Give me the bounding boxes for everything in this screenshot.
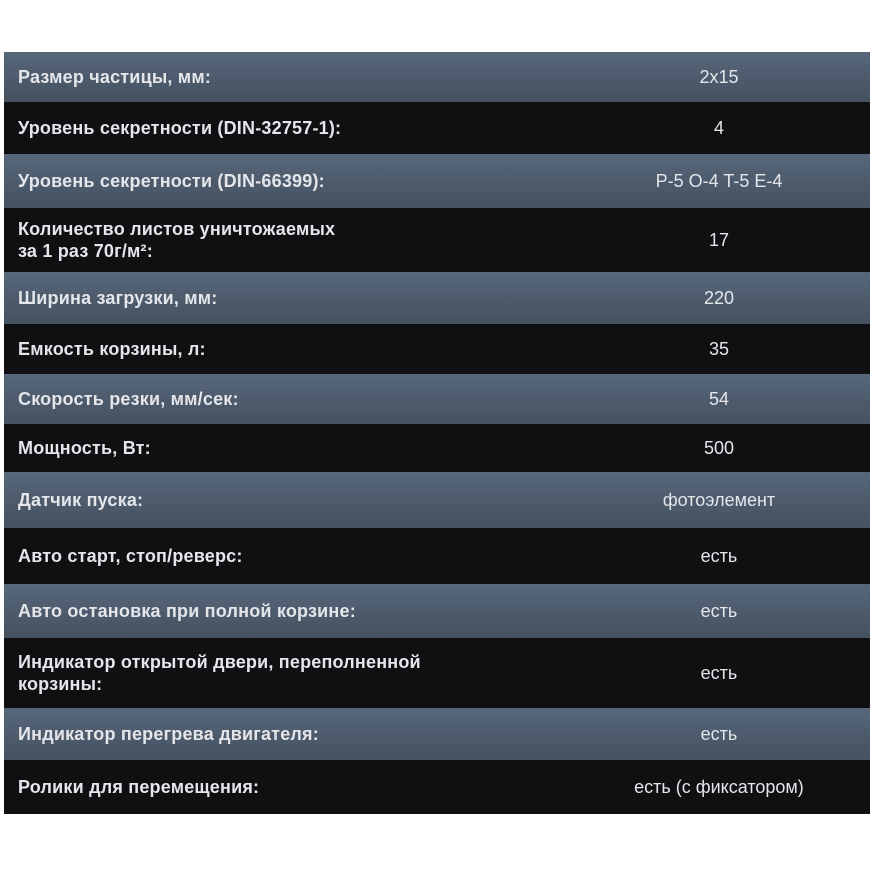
spec-value: 54 <box>708 389 730 409</box>
spec-label-line: за 1 раз 70г/м²: <box>18 241 153 261</box>
spec-row-particle-size <box>4 52 870 102</box>
spec-label: Размер частицы, мм: <box>18 67 212 87</box>
spec-label: Уровень секретности (DIN-66399): <box>18 171 325 191</box>
spec-label-line: Количество листов уничтожаемых <box>18 219 336 239</box>
spec-label: Уровень секретности (DIN-32757-1): <box>18 118 342 138</box>
spec-row-power <box>4 424 870 472</box>
spec-label <box>18 638 538 708</box>
spec-row-auto-start-stop <box>4 528 870 584</box>
spec-label: Ширина загрузки, мм: <box>18 288 218 308</box>
spec-value: есть <box>700 546 738 566</box>
spec-label-line: корзины: <box>18 674 103 694</box>
spec-row-overheat-indicator <box>4 708 870 760</box>
spec-label <box>18 208 538 272</box>
spec-row-sheet-capacity <box>4 208 870 272</box>
spec-value: есть <box>700 663 738 683</box>
spec-label-line: Индикатор открытой двери, переполненной <box>18 652 421 672</box>
spec-label: Датчик пуска: <box>18 490 144 510</box>
spec-value: 35 <box>708 339 730 359</box>
spec-label: Емкость корзины, л: <box>18 339 206 359</box>
spec-value: 220 <box>703 288 735 308</box>
spec-value: 500 <box>703 438 735 458</box>
spec-value: 2x15 <box>699 67 739 87</box>
spec-value: есть <box>700 724 738 744</box>
spec-row-security-din-32757 <box>4 102 870 154</box>
spec-row-bin-capacity <box>4 324 870 374</box>
spec-value: есть (с фиксатором) <box>634 777 804 797</box>
spec-row-feed-width <box>4 272 870 324</box>
spec-panel <box>4 52 870 814</box>
spec-value: есть <box>700 601 738 621</box>
spec-value: 17 <box>708 230 730 250</box>
spec-label: Индикатор перегрева двигателя: <box>18 724 319 744</box>
spec-label: Скорость резки, мм/сек: <box>18 389 239 409</box>
spec-label: Авто остановка при полной корзине: <box>18 601 356 621</box>
spec-row-door-bin-indicator <box>4 638 870 708</box>
spec-value: P-5 O-4 T-5 E-4 <box>655 171 783 191</box>
spec-value: 4 <box>713 118 724 138</box>
spec-row-start-sensor <box>4 472 870 528</box>
spec-value: фотоэлемент <box>662 490 776 510</box>
spec-row-security-din-66399 <box>4 154 870 208</box>
spec-row-cutting-speed <box>4 374 870 424</box>
spec-label: Авто старт, стоп/реверс: <box>18 546 243 566</box>
spec-row-auto-stop-full-bin <box>4 584 870 638</box>
spec-row-wheels <box>4 760 870 814</box>
spec-label: Мощность, Вт: <box>18 438 151 458</box>
spec-label: Ролики для перемещения: <box>18 777 260 797</box>
